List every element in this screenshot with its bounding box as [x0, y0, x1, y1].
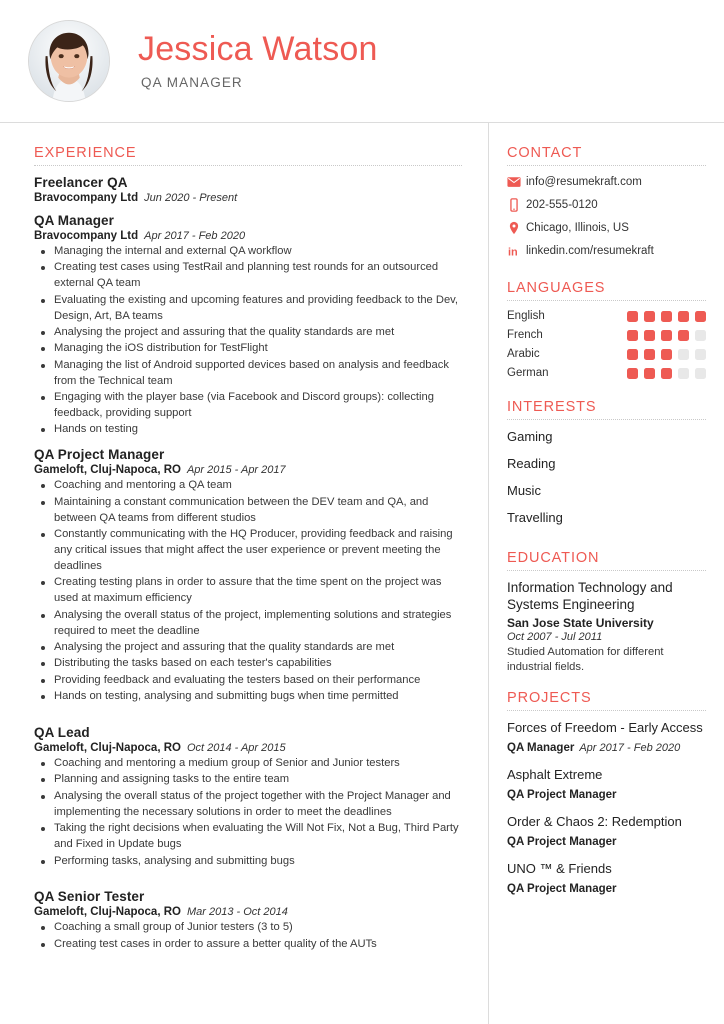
- job-title: QA Project Manager: [34, 447, 165, 463]
- rating-dot-filled: [695, 311, 706, 322]
- interests-section-title: INTERESTS: [507, 399, 597, 415]
- project-name: UNO ™ & Friends: [507, 861, 612, 877]
- experience-entry: [34, 725, 462, 869]
- languages-section-title: LANGUAGES: [507, 280, 606, 296]
- rating-dot-filled: [627, 349, 638, 360]
- project-meta: [507, 785, 706, 803]
- job-bullet: Creating test cases in order to assure a better quality of the AUTs: [34, 937, 462, 953]
- language-name: French: [507, 329, 543, 341]
- project-entry: [507, 720, 706, 756]
- section-divider: [507, 300, 706, 301]
- spacer: [34, 714, 462, 725]
- contact-list: [507, 175, 706, 258]
- mobile-phone-icon: [507, 198, 526, 212]
- job-bullet: Taking the right decisions when evaluating the Will Not Fix, Not a Bug, Third Party and Fixed in Update bugs: [34, 821, 462, 853]
- job-dates: Jun 2020 - Present: [144, 192, 238, 204]
- project-dates: Apr 2017 - Feb 2020: [579, 742, 681, 755]
- contact-section-title: CONTACT: [507, 145, 583, 161]
- experience-entry: [34, 889, 462, 952]
- spacer: [34, 878, 462, 889]
- name-block: [138, 32, 378, 90]
- rating-dot-empty: [678, 349, 689, 360]
- rating-dot-filled: [661, 349, 672, 360]
- project-entry: [507, 767, 706, 803]
- education-list: [507, 580, 706, 675]
- education-dates: Oct 2007 - Jul 2011: [507, 630, 603, 643]
- language-row: [507, 310, 706, 322]
- interests-section: [507, 399, 706, 525]
- envelope-icon: [507, 175, 526, 189]
- candidate-role: QA MANAGER: [141, 74, 243, 90]
- projects-section: [507, 690, 706, 897]
- rating-dot-filled: [678, 311, 689, 322]
- rating-dot-empty: [695, 368, 706, 379]
- job-dates: Oct 2014 - Apr 2015: [186, 742, 286, 755]
- project-meta: [507, 832, 706, 850]
- interest-item: Reading: [507, 456, 556, 471]
- education-school: San Jose State University: [507, 615, 654, 630]
- job-bullet: Engaging with the player base (via Facebook and Discord groups): collecting feedback, providing support: [34, 390, 462, 422]
- linkedin-icon: [507, 244, 526, 258]
- job-title: QA Manager: [34, 213, 115, 228]
- job-company: Gameloft, Cluj-Napoca, RO: [34, 464, 181, 477]
- job-bullet: Planning and assigning tasks to the entire team: [34, 772, 462, 788]
- language-rating: [627, 330, 706, 341]
- job-dates: Apr 2015 - Apr 2017: [186, 464, 286, 477]
- project-role: QA Project Manager: [507, 883, 617, 896]
- job-bullet: Analysing the project and assuring that the quality standards are met: [34, 640, 462, 656]
- job-bullet: Creating test cases using TestRail and planning test rounds for an outsourced external QA team: [34, 260, 462, 292]
- language-rating: [627, 349, 706, 360]
- profile-photo-illustration: [29, 21, 109, 101]
- section-divider: [507, 165, 706, 166]
- experience-entry: [34, 447, 462, 705]
- rating-dot-filled: [644, 311, 655, 322]
- project-entry: [507, 861, 706, 897]
- avatar: [28, 20, 110, 102]
- job-meta: [34, 906, 462, 918]
- rating-dot-filled: [661, 311, 672, 322]
- project-meta: [507, 879, 706, 897]
- job-bullet: Coaching and mentoring a medium group of Senior and Junior testers: [34, 756, 462, 772]
- job-bullet-list: [34, 920, 462, 952]
- contact-value: info@resumekraft.com: [526, 176, 642, 188]
- project-name: Order & Chaos 2: Redemption: [507, 814, 682, 830]
- interest-item: Travelling: [507, 510, 563, 525]
- job-bullet: Creating testing plans in order to assure that the time spent on the project was used at maximum efficiency: [34, 575, 462, 607]
- rating-dot-filled: [627, 311, 638, 322]
- job-dates: Mar 2013 - Oct 2014: [186, 906, 288, 919]
- language-rating: [627, 311, 706, 322]
- rating-dot-empty: [695, 349, 706, 360]
- interest-item: Gaming: [507, 429, 553, 444]
- job-company: Gameloft, Cluj-Napoca, RO: [34, 906, 181, 919]
- job-bullet: Maintaining a constant communication between the DEV team and QA, and between QA teams from different studios: [34, 495, 462, 527]
- job-company: Bravocompany Ltd: [34, 192, 139, 204]
- job-meta: [34, 230, 462, 242]
- job-bullet: Managing the internal and external QA workflow: [34, 244, 462, 260]
- project-entry: [507, 814, 706, 850]
- job-bullet: Constantly communicating with the HQ Producer, providing feedback and raising any critical issues that might affect the user experience or prevent meeting the deadlines: [34, 527, 462, 575]
- job-title: QA Lead: [34, 725, 90, 741]
- job-bullet: Distributing the tasks based on each tester's capabilities: [34, 656, 462, 672]
- right-column: [489, 123, 724, 1024]
- section-divider: [507, 570, 706, 571]
- language-row: [507, 329, 706, 341]
- education-entry: [507, 580, 706, 675]
- job-bullet-list: [34, 756, 462, 869]
- experience-section-title: EXPERIENCE: [34, 145, 137, 161]
- rating-dot-filled: [644, 368, 655, 379]
- left-column: [0, 123, 489, 1024]
- job-bullet: Managing the list of Android supported devices based on analysis and feedback from the Technical team: [34, 358, 462, 390]
- section-divider: [34, 165, 462, 166]
- job-title: QA Senior Tester: [34, 889, 145, 905]
- education-section-title: EDUCATION: [507, 550, 600, 566]
- job-bullet: Analysing the project and assuring that the quality standards are met: [34, 325, 462, 341]
- job-bullet: Performing tasks, analysing and submitting bugs: [34, 854, 462, 870]
- experience-list: [34, 175, 462, 953]
- rating-dot-filled: [627, 368, 638, 379]
- language-name: German: [507, 367, 549, 379]
- experience-section: [34, 145, 462, 953]
- project-role: QA Manager: [507, 742, 575, 755]
- education-description: Studied Automation for different industrial fields.: [507, 645, 664, 673]
- projects-list: [507, 720, 706, 897]
- rating-dot-empty: [678, 368, 689, 379]
- language-row: [507, 348, 706, 360]
- job-bullet-list: [34, 244, 462, 438]
- rating-dot-filled: [661, 330, 672, 341]
- job-bullet: Analysing the overall status of the project, implementing solutions and strategies required to meet the deadline: [34, 608, 462, 640]
- svg-text:in: in: [507, 246, 518, 258]
- job-bullet: Managing the iOS distribution for TestFlight: [34, 341, 462, 357]
- job-bullet: Analysing the overall status of the project together with the Project Manager and implementing the necessary solutions in order to meet the deadlines: [34, 789, 462, 821]
- resume-header: [0, 0, 724, 123]
- language-rating: [627, 368, 706, 379]
- project-name: Asphalt Extreme: [507, 767, 603, 783]
- rating-dot-filled: [644, 330, 655, 341]
- rating-dot-filled: [678, 330, 689, 341]
- rating-dot-empty: [695, 330, 706, 341]
- contact-row[interactable]: [507, 221, 706, 235]
- job-bullet: Providing feedback and evaluating the testers based on their performance: [34, 673, 462, 689]
- experience-entry: [34, 213, 462, 438]
- language-name: Arabic: [507, 348, 540, 360]
- interests-list: [507, 429, 706, 525]
- job-bullet-list: [34, 478, 462, 705]
- projects-section-title: PROJECTS: [507, 689, 592, 706]
- education-section: [507, 550, 706, 675]
- language-name: English: [507, 310, 545, 322]
- job-meta: [34, 192, 462, 204]
- interest-item: Music: [507, 483, 541, 498]
- contact-value: 202-555-0120: [526, 199, 598, 211]
- rating-dot-filled: [644, 349, 655, 360]
- job-meta: [34, 464, 462, 476]
- project-name: Forces of Freedom - Early Access: [507, 719, 703, 735]
- contact-value: linkedin.com/resumekraft: [526, 245, 654, 257]
- job-company: Bravocompany Ltd: [34, 230, 139, 242]
- contact-row[interactable]: [507, 198, 706, 212]
- language-row: [507, 367, 706, 379]
- contact-row[interactable]: [507, 244, 706, 258]
- job-title: Freelancer QA: [34, 175, 128, 190]
- job-bullet: Evaluating the existing and upcoming features and providing feedback to the Dev, Design, Art, BA teams: [34, 293, 462, 325]
- resume-body: [0, 123, 724, 1024]
- job-bullet: Coaching and mentoring a QA team: [34, 478, 462, 494]
- languages-section: [507, 280, 706, 379]
- project-role: QA Project Manager: [507, 789, 617, 802]
- contact-value: Chicago, Illinois, US: [526, 222, 629, 234]
- section-divider: [507, 710, 706, 711]
- languages-list: [507, 310, 706, 379]
- section-divider: [507, 419, 706, 420]
- rating-dot-filled: [627, 330, 638, 341]
- project-meta: [507, 738, 706, 756]
- rating-dot-filled: [661, 368, 672, 379]
- job-bullet: Hands on testing: [34, 422, 462, 438]
- job-bullet: Coaching a small group of Junior testers (3 to 5): [34, 920, 462, 936]
- job-company: Gameloft, Cluj-Napoca, RO: [34, 742, 181, 755]
- contact-row[interactable]: [507, 175, 706, 189]
- location-pin-icon: [507, 221, 526, 235]
- job-meta: [34, 742, 462, 754]
- contact-section: [507, 145, 706, 258]
- project-role: QA Project Manager: [507, 836, 617, 849]
- experience-entry: [34, 175, 462, 204]
- job-dates: Apr 2017 - Feb 2020: [144, 230, 246, 242]
- candidate-name: Jessica Watson: [138, 30, 378, 69]
- job-bullet: Hands on testing, analysing and submitting bugs when time permitted: [34, 689, 462, 705]
- education-degree: Information Technology and Systems Engineering: [507, 580, 673, 612]
